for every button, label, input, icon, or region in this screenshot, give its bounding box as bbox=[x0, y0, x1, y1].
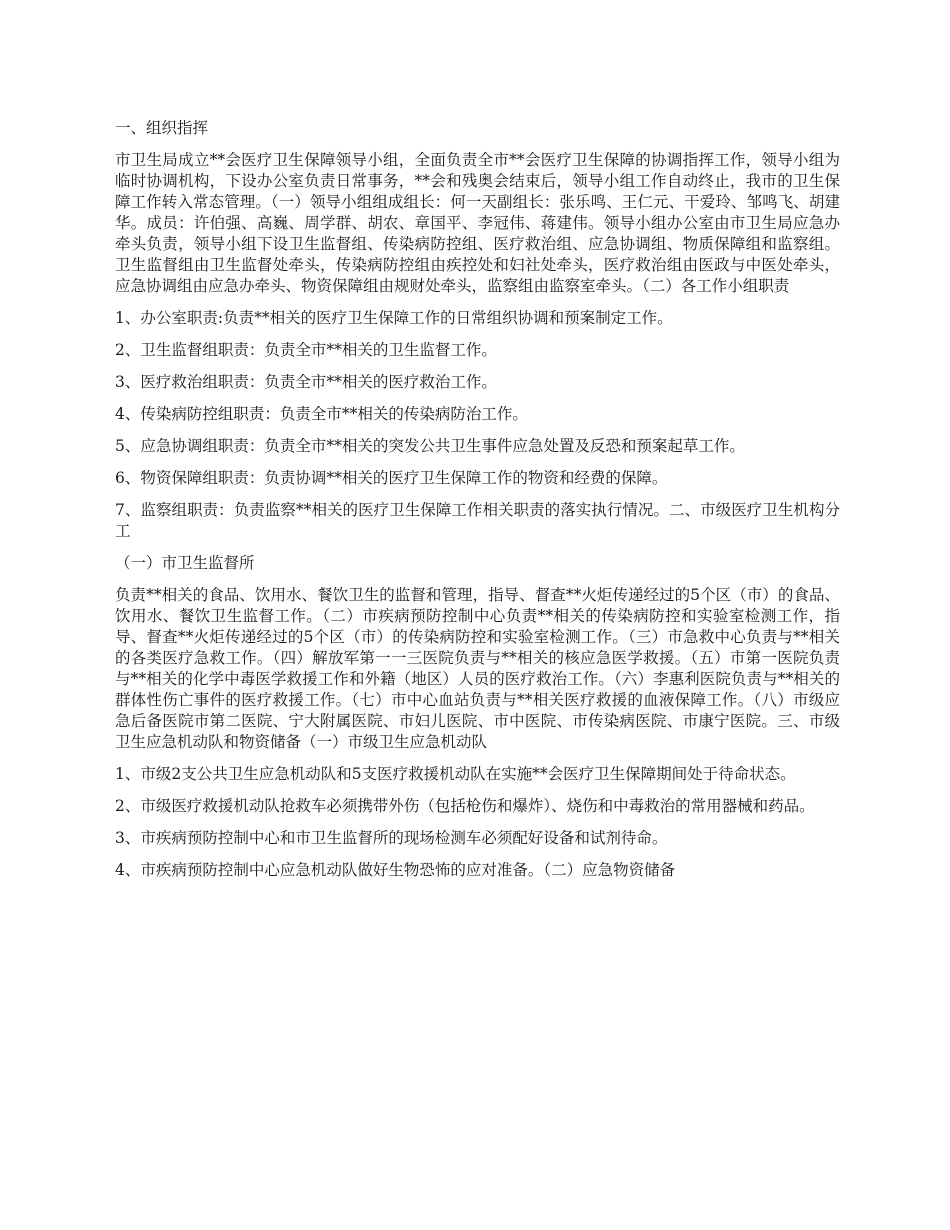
paragraph-institution-division: 负责**相关的食品、饮用水、餐饮卫生的监督和管理，指导、督查**火炬传递经过的5个区（市）的食品、饮用水、餐饮卫生监督工作。（二）市疾病预防控制中心负责**相关的传染病防控和实验室检测工作，指导、督查**火炬传递经过的5个区（市）的传染病防控和实验室检测工作。（三）市急救中心负责与**相关的各类医疗急救工作。（四）解放军第一一三医院负责与**相关的核应急医学救援。（五）市第一医院负责与**相关的化学中毒医学救援工作和外籍（地区）人员的医疗救治工作。（六）李惠利医院负责与**相关的群体性伤亡事件的医疗救援工作。（七）市中心血站负责与**相关医疗救援的血液保障工作。（八）市级应急后备医院市第二医院、宁大附属医院、市妇儿医院、市中医院、市传染病医院、市康宁医院。三、市级卫生应急机动队和物资储备（一）市级卫生应急机动队 bbox=[115, 586, 840, 751]
paragraph-supplies-duty: 6、物资保障组职责：负责协调**相关的医疗卫生保障工作的物资和经费的保障。 bbox=[115, 469, 668, 487]
paragraph-inspection-duty: 7、监察组职责：负责监察**相关的医疗卫生保障工作相关职责的落实执行情况。二、市级医疗卫生机构分工 bbox=[115, 501, 840, 540]
paragraph-health-supervision-institute: （一）市卫生监督所 bbox=[115, 554, 255, 572]
paragraph-infection-duty: 4、传染病防控组职责：负责全市**相关的传染病防治工作。 bbox=[115, 405, 528, 423]
paragraph-ambulance-equipment: 2、市级医疗救援机动队抢救车必须携带外伤（包括枪伤和爆炸）、烧伤和中毒救治的常用器械和药品。 bbox=[115, 797, 815, 815]
paragraph-office-duty: 1、办公室职责:负责**相关的医疗卫生保障工作的日常组织协调和预案制定工作。 bbox=[115, 309, 673, 327]
paragraph-leadership-group: 市卫生局成立**会医疗卫生保障领导小组，全面负责全市**会医疗卫生保障的协调指挥工作，领导小组为临时协调机构，下设办公室负责日常事务，**会和残奥会结束后，领导小组工作自动终止，我市的卫生保障工作转入常态管理。（一）领导小组组成组长：何一天副组长：张乐鸣、王仁元、干爱玲、邹鸣飞、胡建华。成员：许伯强、高巍、周学群、胡农、章国平、李冠伟、蒋建伟。领导小组办公室由市卫生局应急办牵头负责，领导小组下设卫生监督组、传染病防控组、医疗救治组、应急协调组、物质保障组和监察组。卫生监督组由卫生监督处牵头，传染病防控组由疾控处和妇社处牵头，医疗救治组由医政与中医处牵头，应急协调组由应急办牵头、物资保障组由规财处牵头，监察组由监察室牵头。（二）各工作小组职责 bbox=[115, 151, 840, 295]
paragraph-treatment-duty: 3、医疗救治组职责：负责全市**相关的医疗救治工作。 bbox=[115, 373, 497, 391]
paragraph-emergency-duty: 5、应急协调组职责：负责全市**相关的突发公共卫生事件应急处置及反恐和预案起草工作。 bbox=[115, 437, 745, 455]
document-body bbox=[115, 118, 840, 892]
paragraph-bioterror-readiness: 4、市疾病预防控制中心应急机动队做好生物恐怖的应对准备。（二）应急物资储备 bbox=[115, 861, 676, 879]
paragraph-supervision-duty: 2、卫生监督组职责：负责全市**相关的卫生监督工作。 bbox=[115, 341, 497, 359]
paragraph-mobile-team-standby: 1、市级2支公共卫生应急机动队和5支医疗救援机动队在实施**会医疗卫生保障期间处于待命状态。 bbox=[115, 765, 796, 783]
paragraph-testing-vehicles: 3、市疾病预防控制中心和市卫生监督所的现场检测车必须配好设备和试剂待命。 bbox=[115, 829, 668, 847]
section-heading: 一、组织指挥 bbox=[115, 119, 209, 137]
